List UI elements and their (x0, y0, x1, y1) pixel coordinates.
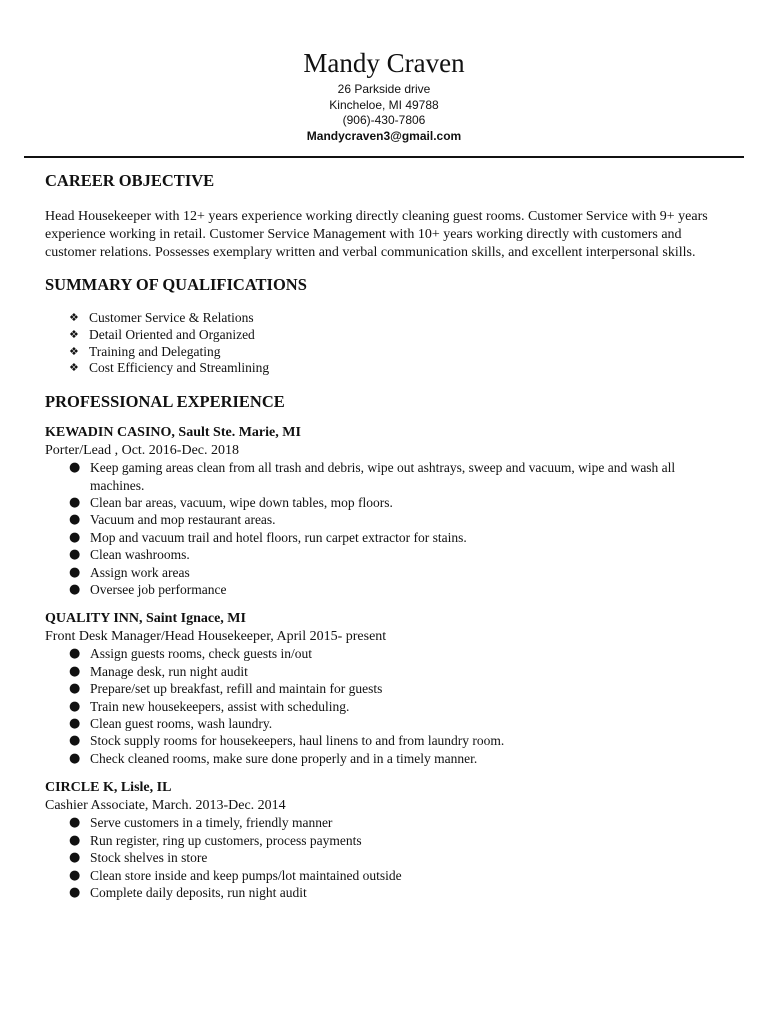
job-duties (45, 814, 725, 901)
list-item: ● Complete daily deposits, run night audit (69, 884, 307, 900)
bullet-icon: ● (69, 547, 81, 563)
list-item: ● Vacuum and mop restaurant areas. (69, 512, 276, 528)
job-entry (45, 610, 725, 767)
career-objective-title: CAREER OBJECTIVE (45, 171, 215, 190)
list-item: ● Serve customers in a timely, friendly manner (69, 815, 333, 831)
bullet-icon: ● (69, 681, 81, 697)
list-item: ❖ Customer Service & Relations (69, 310, 254, 325)
experience-title: PROFESSIONAL EXPERIENCE (45, 392, 285, 412)
job-duties (45, 459, 725, 598)
job-role: Porter/Lead , Oct. 2016-Dec. 2018 (45, 443, 239, 459)
bullet-icon: ● (69, 850, 81, 866)
list-item: ● Keep gaming areas clean from all trash and debris, wipe out ashtrays, sweep and vacuum, wipe and wash all machines. (69, 460, 676, 493)
qualifications-title: SUMMARY OF QUALIFICATIONS (45, 275, 307, 294)
diamond-bullet-icon: ❖ (69, 344, 79, 358)
list-item: ● Clean washrooms. (69, 547, 190, 563)
diamond-bullet-icon: ❖ (69, 311, 79, 324)
list-item: ● Stock supply rooms for housekeepers, haul linens to and from laundry room. (69, 733, 505, 749)
job-employer: CIRCLE K, Lisle, IL (45, 780, 172, 796)
list-item: ❖ Training and Delegating (69, 343, 221, 359)
resume-body (45, 170, 725, 901)
bullet-icon: ● (69, 529, 81, 545)
bullet-icon: ● (69, 663, 81, 679)
bullet-icon: ● (69, 867, 81, 883)
phone-line: (906)-430-7806 (342, 113, 426, 127)
resume-header (0, 44, 768, 144)
job-duties (45, 645, 725, 767)
bullet-icon: ● (69, 698, 81, 714)
list-item: ● Assign guests rooms, check guests in/out (69, 646, 312, 662)
bullet-icon: ● (69, 495, 81, 510)
list-item: ● Train new housekeepers, assist with scheduling. (69, 698, 350, 714)
career-objective-section (45, 170, 725, 262)
bullet-icon: ● (69, 564, 81, 580)
diamond-bullet-icon: ❖ (69, 327, 79, 341)
city-line: Kincheloe, MI 49788 (329, 97, 439, 112)
list-item: ● Clean bar areas, vacuum, wipe down tables, mop floors. (69, 495, 393, 510)
list-item: ● Assign work areas (69, 564, 190, 580)
list-item: ❖ Detail Oriented and Organized (69, 326, 255, 342)
list-item: ❖ Cost Efficiency and Streamlining (69, 360, 270, 376)
career-objective-text: Head Housekeeper with 12+ years experience working directly cleaning guest rooms. Customer Service with 9+ years experience working in retail. Customer Service Management with 10+ years working directly with customers and customer relations. Possesses exemplary written and verbal communication skills, and excellent interpersonal skills. (45, 209, 708, 260)
bullet-icon: ● (69, 460, 81, 476)
list-item: ● Clean store inside and keep pumps/lot maintained outside (69, 867, 402, 883)
job-entry (45, 424, 725, 598)
email-line: Mandycraven3@gmail.com (306, 128, 462, 143)
candidate-name: Mandy Craven (303, 48, 465, 78)
list-item: ● Oversee job performance (69, 582, 227, 598)
qualifications-list (45, 310, 725, 377)
bullet-icon: ● (69, 832, 81, 848)
bullet-icon: ● (69, 884, 81, 900)
job-employer: KEWADIN CASINO, Sault Ste. Marie, MI (45, 425, 301, 441)
job-role: Front Desk Manager/Head Housekeeper, April 2015- present (45, 629, 387, 645)
bullet-icon: ● (69, 646, 81, 662)
bullet-icon: ● (69, 716, 81, 732)
bullet-icon: ● (69, 582, 81, 598)
bullet-icon: ● (69, 733, 81, 749)
header-divider (24, 156, 744, 158)
address-line: 26 Parkside drive (337, 82, 431, 96)
bullet-icon: ● (69, 512, 81, 528)
job-employer: QUALITY INN, Saint Ignace, MI (45, 611, 246, 627)
bullet-icon: ● (69, 815, 81, 831)
list-item: ● Check cleaned rooms, make sure done properly and in a timely manner. (69, 750, 478, 766)
job-entry (45, 779, 725, 901)
job-role: Cashier Associate, March. 2013-Dec. 2014 (45, 798, 286, 814)
list-item: ● Clean guest rooms, wash laundry. (69, 716, 273, 732)
qualifications-section (45, 274, 725, 377)
list-item: ● Stock shelves in store (69, 850, 208, 866)
experience-section (45, 391, 725, 901)
list-item: ● Manage desk, run night audit (69, 663, 248, 679)
list-item: ● Run register, ring up customers, process payments (69, 832, 362, 848)
list-item: ● Prepare/set up breakfast, refill and maintain for guests (69, 681, 383, 697)
bullet-icon: ● (69, 750, 81, 766)
diamond-bullet-icon: ❖ (69, 361, 79, 375)
list-item: ● Mop and vacuum trail and hotel floors, run carpet extractor for stains. (69, 529, 467, 545)
